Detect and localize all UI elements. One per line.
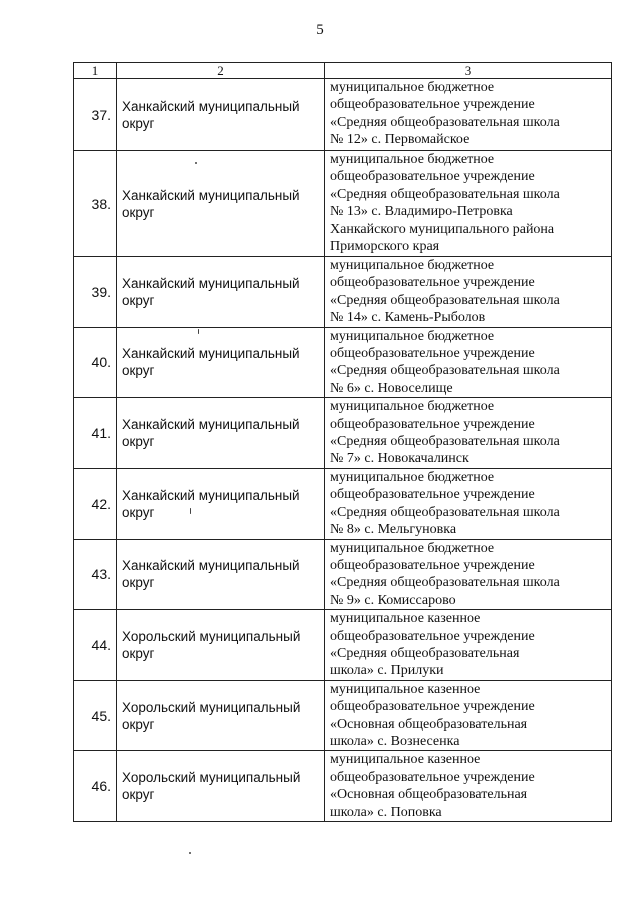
district-line: Хорольский муниципальный [122,770,301,786]
institution-line: «Основная общеобразовательная [330,716,528,732]
institution-line: общеобразовательное учреждение [330,97,535,113]
institution-line: муниципальное бюджетное [330,399,495,415]
institution-line: общеобразовательное учреждение [330,346,535,362]
district-cell [117,257,325,328]
district-line: Ханкайский муниципальный [122,487,300,503]
district-cell [117,398,325,469]
institution-line: муниципальное бюджетное [330,80,495,95]
table-row [74,680,612,751]
district-line: округ [122,363,155,379]
institution-line: «Основная общеобразовательная [330,787,528,803]
district-line: округ [122,787,155,803]
table-header-row [74,63,612,79]
institution-cell [325,327,612,398]
table-body [74,63,612,822]
institution-line: общеобразовательное учреждение [330,487,535,503]
institution-line: общеобразовательное учреждение [330,557,535,573]
scan-speck [190,508,191,514]
institution-line: № 13» с. Владимиро-Петровка [330,204,513,220]
institution-line: общеобразовательное учреждение [330,275,535,291]
institution-line: «Средняя общеобразовательная школа [330,114,560,130]
scan-speck [189,852,191,854]
row-number-cell: 40. [74,327,117,398]
district-line: округ [122,204,155,220]
institution-line: школа» с. Прилуки [330,663,444,679]
district-cell [117,327,325,398]
institution-cell [325,610,612,681]
institution-cell [325,680,612,751]
institution-line: Ханкайского муниципального района [330,221,555,237]
header-cell-2: 2 [117,63,325,79]
district-cell [117,610,325,681]
institution-line: № 8» с. Мельгуновка [330,522,457,538]
district-line: округ [122,575,155,591]
institution-line: муниципальное бюджетное [330,328,495,344]
row-number-cell: 38. [74,151,117,257]
table-row [74,398,612,469]
institution-line: муниципальное казенное [330,681,481,697]
institution-line: общеобразовательное учреждение [330,416,535,432]
institution-line: муниципальное бюджетное [330,469,495,485]
institution-line: № 9» с. Комиссарово [330,592,456,608]
scan-speck [195,162,197,164]
institution-line: «Средняя общеобразовательная школа [330,504,560,520]
row-number-cell: 42. [74,468,117,539]
institution-line: «Средняя общеобразовательная школа [330,434,560,450]
page-number: 5 [316,22,324,38]
district-line: округ [122,115,155,131]
district-line: округ [122,292,155,308]
table-row [74,751,612,822]
table-row [74,151,612,257]
institution-line: № 7» с. Новокачалинск [330,451,469,467]
district-line: округ [122,434,155,450]
schools-table [73,62,612,822]
row-number-cell: 41. [74,398,117,469]
row-number-cell: 43. [74,539,117,610]
institution-line: № 14» с. Камень-Рыболов [330,310,486,326]
institution-cell [325,468,612,539]
row-number-cell: 45. [74,680,117,751]
table-row [74,257,612,328]
institution-line: общеобразовательное учреждение [330,769,535,785]
table-row [74,468,612,539]
district-line: округ [122,716,155,732]
institution-line: муниципальное казенное [330,611,481,627]
institution-line: № 6» с. Новоселище [330,380,453,396]
row-number-cell: 37. [74,79,117,151]
district-line: Хорольский муниципальный [122,628,301,644]
table-row [74,539,612,610]
table-row [74,610,612,681]
district-cell [117,680,325,751]
institution-line: общеобразовательное учреждение [330,169,535,185]
institution-line: муниципальное бюджетное [330,540,495,556]
institution-line: № 12» с. Первомайское [330,132,470,148]
institution-line: Приморского края [330,239,440,255]
table-row [74,327,612,398]
district-cell [117,539,325,610]
header-cell-1: 1 [74,63,117,79]
district-line: Ханкайский муниципальный [122,187,300,203]
institution-line: «Средняя общеобразовательная школа [330,363,560,379]
institution-line: муниципальное бюджетное [330,258,495,273]
institution-line: школа» с. Вознесенка [330,733,460,749]
district-cell [117,151,325,257]
header-cell-3: 3 [325,63,612,79]
institution-cell [325,398,612,469]
institution-cell [325,257,612,328]
institution-line: муниципальное казенное [330,752,481,768]
district-line: Хорольский муниципальный [122,699,301,715]
institution-line: муниципальное бюджетное [330,152,495,167]
district-cell [117,79,325,151]
district-cell [117,468,325,539]
institution-cell [325,151,612,257]
institution-line: общеобразовательное учреждение [330,699,535,715]
institution-line: общеобразовательное учреждение [330,628,535,644]
district-line: Ханкайский муниципальный [122,346,300,362]
district-line: Ханкайский муниципальный [122,558,300,574]
district-line: Ханкайский муниципальный [122,275,300,291]
district-line: Ханкайский муниципальный [122,417,300,433]
institution-cell [325,539,612,610]
row-number-cell: 44. [74,610,117,681]
scan-speck [198,329,199,334]
table-row [74,79,612,151]
institution-cell [325,751,612,822]
institution-line: «Средняя общеобразовательная школа [330,575,560,591]
district-line: Ханкайский муниципальный [122,98,300,114]
institution-line: «Средняя общеобразовательная [330,645,520,661]
district-line: округ [122,645,155,661]
institution-line: школа» с. Поповка [330,804,442,820]
row-number-cell: 39. [74,257,117,328]
institution-cell [325,79,612,151]
district-line: округ [122,504,155,520]
institution-line: «Средняя общеобразовательная школа [330,292,560,308]
row-number-cell: 46. [74,751,117,822]
institution-line: «Средняя общеобразовательная школа [330,186,560,202]
district-cell [117,751,325,822]
